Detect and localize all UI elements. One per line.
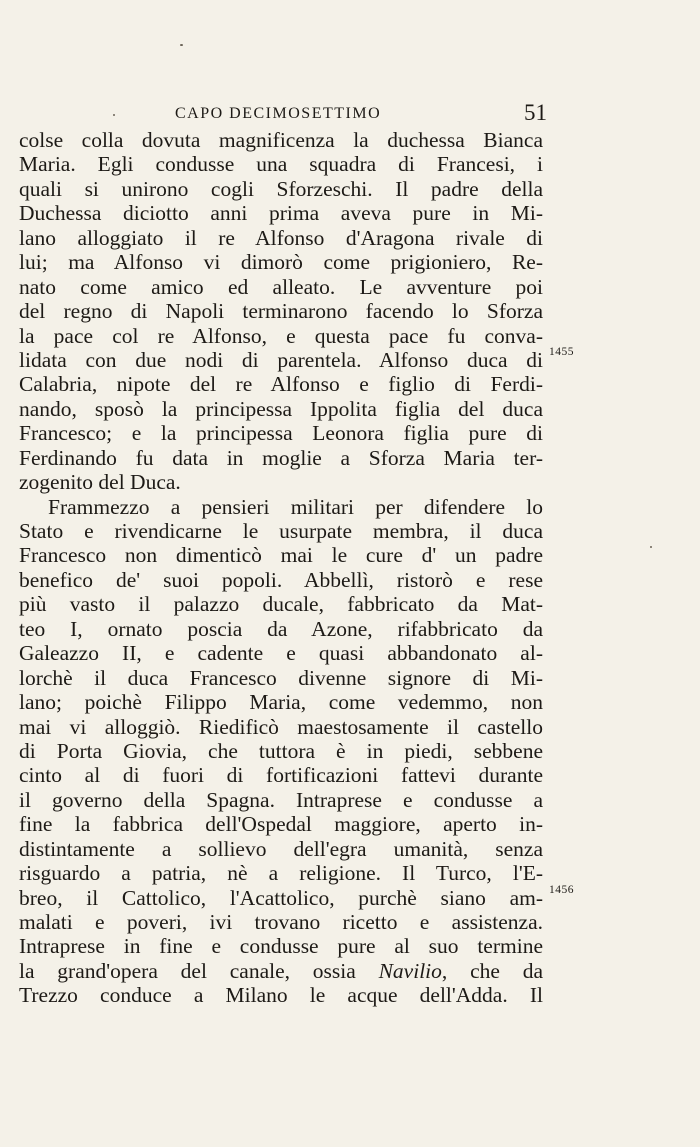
paragraph-start-line: Frammezzo a pensieri militari per difendere lo [48,494,543,519]
text-line: del regno di Napoli terminarono facendo lo Sforza [19,299,543,324]
text-line: di Porta Giovia, che tuttora è in piedi, sebbene [19,738,543,763]
text-line: Ferdinando fu data in moglie a Sforza Maria ter- [19,445,543,470]
margin-year-1456: 1456 [549,884,574,896]
italic-term-navilio: Navilio [378,958,442,983]
text-line: mai vi alloggiò. Riedificò maestosamente il castello [19,714,543,739]
text-line-with-italic [19,959,543,983]
ink-speck [650,546,652,548]
text-line: lorchè il duca Francesco divenne signore di Mi- [19,665,543,690]
text-line: zogenito del Duca. [19,470,181,495]
text-line: fine la fabbrica dell'Ospedal maggiore, aperto in- [19,812,543,837]
text-line: lidata con due nodi di parentela. Alfonso duca di [19,347,543,372]
text-line: nato come amico ed alleato. Le avventure poi [19,274,543,299]
text-line: quali si unirono cogli Sforzeschi. Il padre della [19,176,543,201]
text-line: cinto al di fuori di fortificazioni fattevi durante [19,763,543,788]
text-line: teo I, ornato poscia da Azone, rifabbricato da [19,616,543,641]
text-line: Stato e rivendicarne le usurpate membra, il duca [19,519,543,543]
text-line: il governo della Spagna. Intraprese e condusse a [19,787,543,812]
body-text [19,128,543,1008]
text-line: lano; poichè Filippo Maria, come vedemmo, non [19,690,543,715]
text-line: lui; ma Alfonso vi dimorò come prigioniero, Re- [19,250,543,275]
text-line: Trezzo conduce a Milano le acque dell'Adda. Il [19,983,543,1008]
text-line: risguardo a patria, nè a religione. Il Turco, l'E- [19,861,543,886]
ink-speck [180,44,183,46]
text-line: Maria. Egli condusse una squadra di Francesi, i [19,152,543,177]
text-line: colse colla dovuta magnificenza la duchessa Bianca [19,128,543,152]
text-line: Francesco non dimenticò mai le cure d' un padre [19,543,543,568]
text-line: benefico de' suoi popoli. Abbellì, ristorò e rese [19,567,543,592]
text-line: più vasto il palazzo ducale, fabbricato da Mat- [19,592,543,617]
text-line: Francesco; e la principessa Leonora figlia pure di [19,421,543,446]
margin-year-1455: 1455 [549,346,574,358]
text-line: Duchessa diciotto anni prima aveva pure in Mi- [19,201,543,226]
text-line: breo, il Cattolico, l'Acattolico, purchè siano am- [19,885,543,910]
text-run: , che da [441,958,543,983]
text-line: lano alloggiato il re Alfonso d'Aragona rivale di [19,225,543,250]
text-line: Galeazzo II, e cadente e quasi abbandonato al- [19,641,543,666]
running-title: CAPO DECIMOSETTIMO [175,105,382,122]
page-number: 51 [524,100,547,125]
ink-speck [113,114,115,116]
text-line: malati e poveri, ivi trovano ricetto e assistenza. [19,910,543,934]
text-line: Intraprese in fine e condusse pure al suo termine [19,934,543,959]
text-line: distintamente a sollievo dell'egra umanità, senza [19,836,543,861]
text-line: la pace col re Alfonso, e questa pace fu conva- [19,323,543,348]
text-line: Calabria, nipote del re Alfonso e figlio di Ferdi- [19,372,543,397]
text-line: nando, sposò la principessa Ippolita figlia del duca [19,396,543,421]
text-run: la grand'opera del canale, ossia [19,958,356,983]
